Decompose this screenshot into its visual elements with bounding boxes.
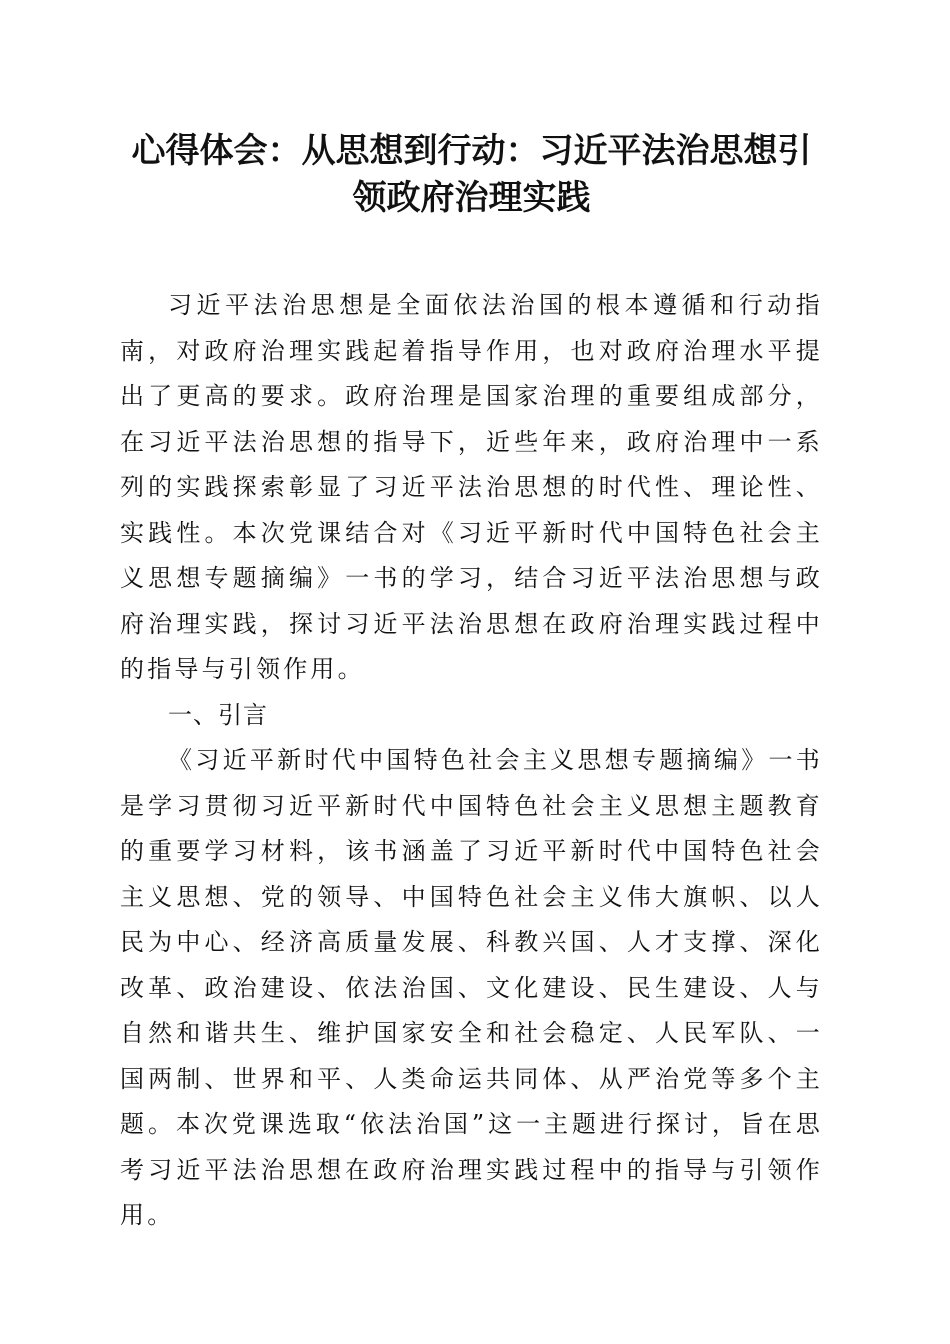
- section-paragraph: 《习近平新时代中国特色社会主义思想专题摘编》一书是学习贯彻习近平新时代中国特色社会主义思想主题教育的重要学习材料，该书涵盖了习近平新时代中国特色社会主义思想、党的领导、中国特色社会主义伟大旗帜、以人民为中心、经济高质量发展、科教兴国、人才支撑、深化改革、政治建设、依法治国、文化建设、民生建设、人与自然和谐共生、维护国家安全和社会稳定、人民军队、一国两制、世界和平、人类命运共同体、从严治党等多个主题。本次党课选取“依法治国”这一主题进行探讨，旨在思考习近平法治思想在政府治理实践过程中的指导与引领作用。: [120, 746, 823, 1229]
- document-title: 心得体会：从思想到行动：习近平法治思想引领政府治理实践: [131, 131, 812, 218]
- intro-paragraph: 习近平法治思想是全面依法治国的根本遵循和行动指南，对政府治理实践起着指导作用，也对政府治理水平提出了更高的要求。政府治理是国家治理的重要组成部分，在习近平法治思想的指导下，近些年来，政府治理中一系列的实践探索彰显了习近平法治思想的时代性、理论性、实践性。本次党课结合对《习近平新时代中国特色社会主义思想专题摘编》一书的学习，结合习近平法治思想与政府治理实践，探讨习近平法治思想在政府治理实践过程中的指导与引领作用。: [120, 291, 823, 683]
- document-page: [120, 128, 823, 1239]
- document-body: [120, 283, 823, 1239]
- section-heading: 一、引言: [168, 700, 268, 729]
